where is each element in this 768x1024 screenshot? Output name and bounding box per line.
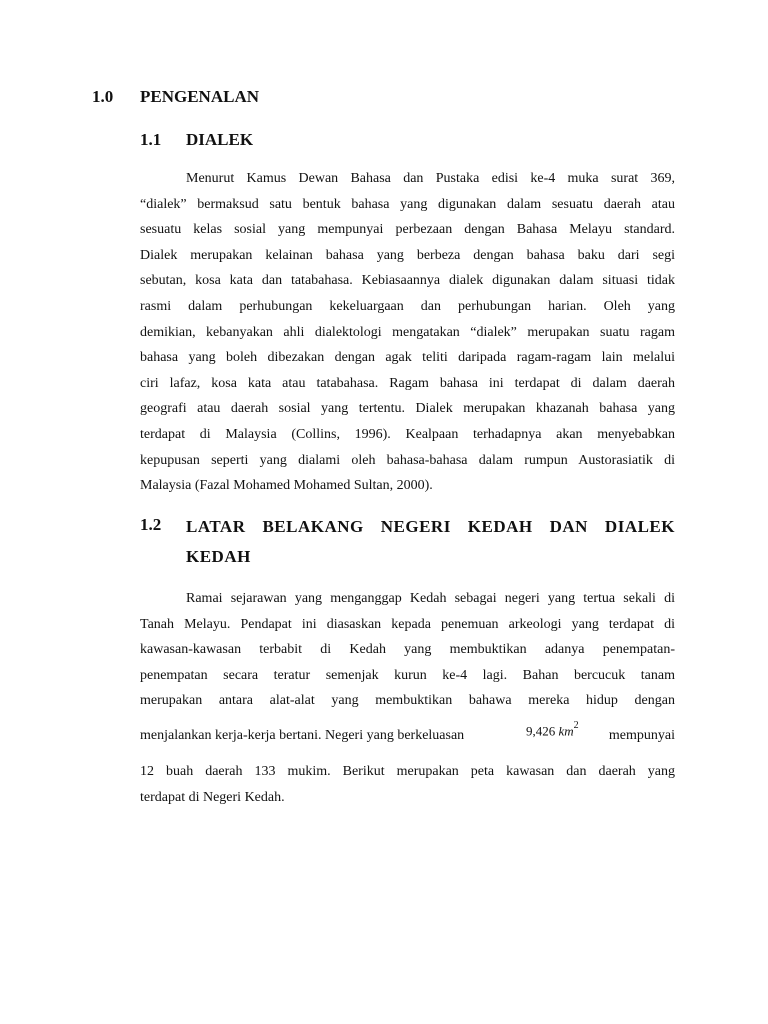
area-value [526, 722, 579, 739]
area-exponent: 2 [573, 720, 579, 731]
line-text: menjalankan kerja-kerja bertani. Negeri yang berkeluasan [140, 728, 465, 743]
heading-title-line: LATAR BELAKANG NEGERI KEDAH DAN DIALEK [186, 517, 675, 536]
paragraph-line: 12 buah daerah 133 mukim. Berikut merupakan peta kawasan dan daerah yang [140, 764, 675, 779]
line-text: Menurut Kamus Dewan Bahasa dan Pustaka edisi ke-4 muka surat 369, [186, 171, 675, 186]
paragraph-line: sebutan, kosa kata dan tatabahasa. Kebiasaannya dialek digunakan dalam situasi tidak [140, 273, 675, 289]
paragraph-line: “dialek” bermaksud satu bentuk bahasa yang digunakan dalam sesuatu daerah atau [140, 196, 675, 212]
heading-pengenalan [92, 87, 259, 107]
paragraph-line [140, 586, 675, 612]
paragraph-line: terdapat di Negeri Kedah. [140, 789, 285, 805]
paragraph-line: ciri lafaz, kosa kata atau tatabahasa. Ragam bahasa ini terdapat di dalam daerah [140, 375, 675, 391]
paragraph-line: Dialek merupakan kelainan bahasa yang berbeza dengan bahasa baku dari segi [140, 247, 675, 263]
heading-title: PENGENALAN [140, 87, 260, 106]
paragraph-line: sesuatu kelas sosial yang mempunyai perbezaan dengan Bahasa Melayu standard. [140, 222, 675, 238]
paragraph-dialek [140, 166, 675, 499]
heading-number: 1.1 [140, 130, 162, 149]
paragraph-line: terdapat di Malaysia (Collins, 1996). Kealpaan terhadapnya akan menyebabkan [140, 426, 675, 442]
heading-dialek [140, 130, 253, 150]
heading-number: 1.0 [92, 87, 114, 106]
paragraph-line: Tanah Melayu. Pendapat ini diasaskan kepada penemuan arkeologi yang terdapat di [140, 616, 675, 632]
paragraph-kedah-tail [140, 759, 675, 810]
area-unit: km [558, 723, 574, 739]
paragraph-line: bahasa yang boleh dibezakan dengan agak teliti daripada ragam-ragam lain melalui [140, 350, 675, 366]
area-number: 9,426 [526, 723, 556, 739]
heading-number: 1.2 [140, 515, 162, 534]
heading-title: DIALEK [186, 130, 254, 149]
paragraph-kedah [140, 586, 675, 714]
paragraph-line-area [140, 722, 675, 752]
heading-title-line: KEDAH [186, 547, 251, 566]
paragraph-line: Malaysia (Fazal Mohamed Mohamed Sultan, 2000). [140, 478, 433, 494]
paragraph-line: merupakan antara alat-alat yang membuktikan bahawa mereka hidup dengan [140, 693, 675, 709]
paragraph-line: kawasan-kawasan terbabit di Kedah yang membuktikan adanya penempatan- [140, 642, 675, 658]
paragraph-line [140, 166, 675, 192]
heading-number-1-2 [140, 515, 161, 535]
heading-latar-belakang [186, 512, 675, 572]
paragraph-line: kepupusan seperti yang dialami oleh bahasa-bahasa dalam rumpun Austorasiatik di [140, 452, 675, 468]
paragraph-line: rasmi dalam perhubungan kekeluargaan dan perhubungan harian. Oleh yang [140, 298, 675, 314]
line-text: Ramai sejarawan yang menganggap Kedah sebagai negeri yang tertua sekali di [186, 591, 675, 606]
line-text: mempunyai [608, 728, 675, 743]
paragraph-line: demikian, kebanyakan ahli dialektologi mengatakan “dialek” merupakan suatu ragam [140, 324, 675, 340]
paragraph-line: penempatan secara teratur semenjak kurun ke-4 lagi. Bahan bercucuk tanam [140, 667, 675, 683]
paragraph-line: geografi atau daerah sosial yang tertentu. Dialek merupakan khazanah bahasa yang [140, 401, 675, 417]
